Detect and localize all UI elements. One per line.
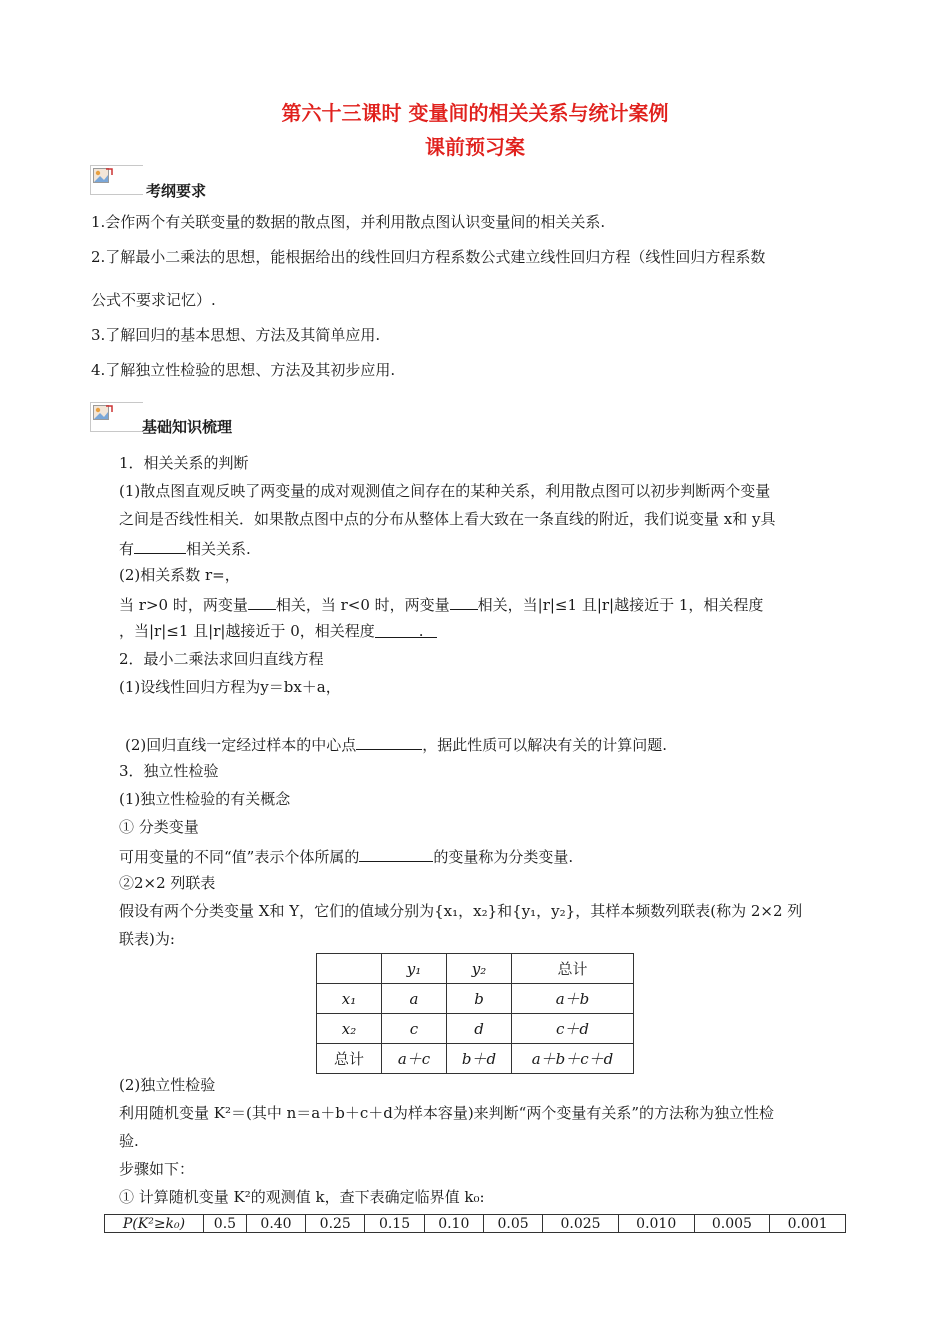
table-cell: b — [447, 984, 512, 1014]
table-cell: b＋d — [447, 1044, 512, 1074]
section-heading-syllabus: 考纲要求 — [146, 182, 207, 200]
fill-blank — [450, 593, 478, 610]
table-cell: a — [382, 984, 447, 1014]
table-cell: 0.05 — [483, 1215, 542, 1233]
syllabus-item: 1.会作两个有关联变量的数据的散点图，并利用散点图认识变量间的相关关系. — [91, 213, 606, 231]
text-line: ②2×2 列联表 — [119, 874, 216, 892]
text-line: 之间是否线性相关．如果散点图中点的分布从整体上看大致在一条直线的附近，我们说变量 x和 y具 — [119, 510, 776, 528]
table-cell: a＋b — [512, 984, 634, 1014]
page-subtitle: 课前预习案 — [425, 135, 525, 159]
critical-value-table — [104, 1214, 846, 1233]
syllabus-item: 2.了解最小二乘法的思想，能根据给出的线性回归方程系数公式建立线性回归方程（线性回归方程系数 — [91, 248, 766, 266]
table-cell: c — [382, 1014, 447, 1044]
table-cell: 0.001 — [770, 1215, 846, 1233]
table-cell: x₂ — [317, 1014, 382, 1044]
text-line: 步骤如下： — [119, 1160, 195, 1178]
table-cell: 0.15 — [365, 1215, 424, 1233]
table-cell: 0.005 — [694, 1215, 770, 1233]
table-cell: P(K²≥k₀) — [105, 1215, 204, 1233]
fill-blank: . — [375, 621, 437, 638]
table-row — [317, 984, 634, 1014]
text-line: ① 计算随机变量 K²的观测值 k，查下表确定临界值 k₀: — [119, 1188, 485, 1206]
table-cell: a＋b＋c＋d — [512, 1044, 634, 1074]
contingency-table — [316, 953, 634, 1074]
text-line: 当 r>0 时，两变量 相关，当 r<0 时，两变量 相关，当|r|≤1 且|r|越接近于 1，相关程度 — [119, 593, 763, 615]
table-cell: y₂ — [447, 954, 512, 984]
table-cell: 0.010 — [618, 1215, 694, 1233]
table-row — [317, 954, 634, 984]
text-line: (2)独立性检验 — [119, 1076, 216, 1094]
page-title: 第六十三课时 变量间的相关关系与统计案例 — [281, 101, 669, 125]
text-line: ，当|r|≤1 且|r|越接近于 0，相关程度 . — [119, 621, 437, 641]
text-line: 可用变量的不同“值”表示个体所属的 的变量称为分类变量. — [119, 845, 573, 867]
table-cell: 总计 — [317, 1044, 382, 1074]
table-row — [317, 1014, 634, 1044]
text-line: ① 分类变量 — [119, 818, 199, 836]
table-cell: a＋c — [382, 1044, 447, 1074]
table-cell — [317, 954, 382, 984]
text-line: 1．相关关系的判断 — [119, 454, 249, 472]
text-line: (2)相关系数 r=， — [119, 566, 240, 584]
table-cell: 0.25 — [306, 1215, 365, 1233]
text-line: 3．独立性检验 — [119, 762, 219, 780]
table-row — [317, 1044, 634, 1074]
table-cell: d — [447, 1014, 512, 1044]
section-heading-basics: 基础知识梳理 — [142, 418, 233, 436]
table-row — [105, 1215, 846, 1233]
text-line: 验. — [119, 1132, 139, 1150]
syllabus-item: 3.了解回归的基本思想、方法及其简单应用. — [91, 326, 381, 344]
table-cell: x₁ — [317, 984, 382, 1014]
text-line: 假设有两个分类变量 X和 Y，它们的值域分别为{x₁，x₂}和{y₁，y₂}，其样本频数列联表(称为 2×2 列 — [119, 902, 803, 920]
table-cell: 总计 — [512, 954, 634, 984]
fill-blank — [359, 845, 433, 862]
table-cell: 0.10 — [424, 1215, 483, 1233]
text-line: (1)独立性检验的有关概念 — [119, 790, 291, 808]
table-cell: y₁ — [382, 954, 447, 984]
text-line: (1)设线性回归方程为y＝bx＋a， — [119, 678, 341, 696]
text-line: 有 相关关系. — [119, 537, 251, 559]
table-cell: 0.40 — [246, 1215, 305, 1233]
syllabus-item: 4.了解独立性检验的思想、方法及其初步应用. — [91, 361, 396, 379]
table-cell: 0.5 — [204, 1215, 247, 1233]
fill-blank — [248, 593, 276, 610]
fill-blank — [134, 537, 186, 554]
fill-blank — [356, 733, 422, 750]
text-line: 利用随机变量 K²＝(其中 n＝a＋b＋c＋d为样本容量)来判断“两个变量有关系”的方法称为独立性检 — [119, 1104, 775, 1122]
table-cell: c＋d — [512, 1014, 634, 1044]
text-line: (2)回归直线一定经过样本的中心点 ，据此性质可以解决有关的计算问题. — [125, 733, 667, 755]
text-line: (1)散点图直观反映了两变量的成对观测值之间存在的某种关系，利用散点图可以初步判断两个变量 — [119, 482, 771, 500]
table-cell: 0.025 — [543, 1215, 619, 1233]
text-line: 联表)为: — [119, 930, 175, 948]
syllabus-item: 公式不要求记忆）. — [91, 291, 216, 309]
text-line: 2．最小二乘法求回归直线方程 — [119, 650, 324, 668]
broken-image-icon — [90, 165, 143, 195]
broken-image-icon — [90, 402, 143, 432]
